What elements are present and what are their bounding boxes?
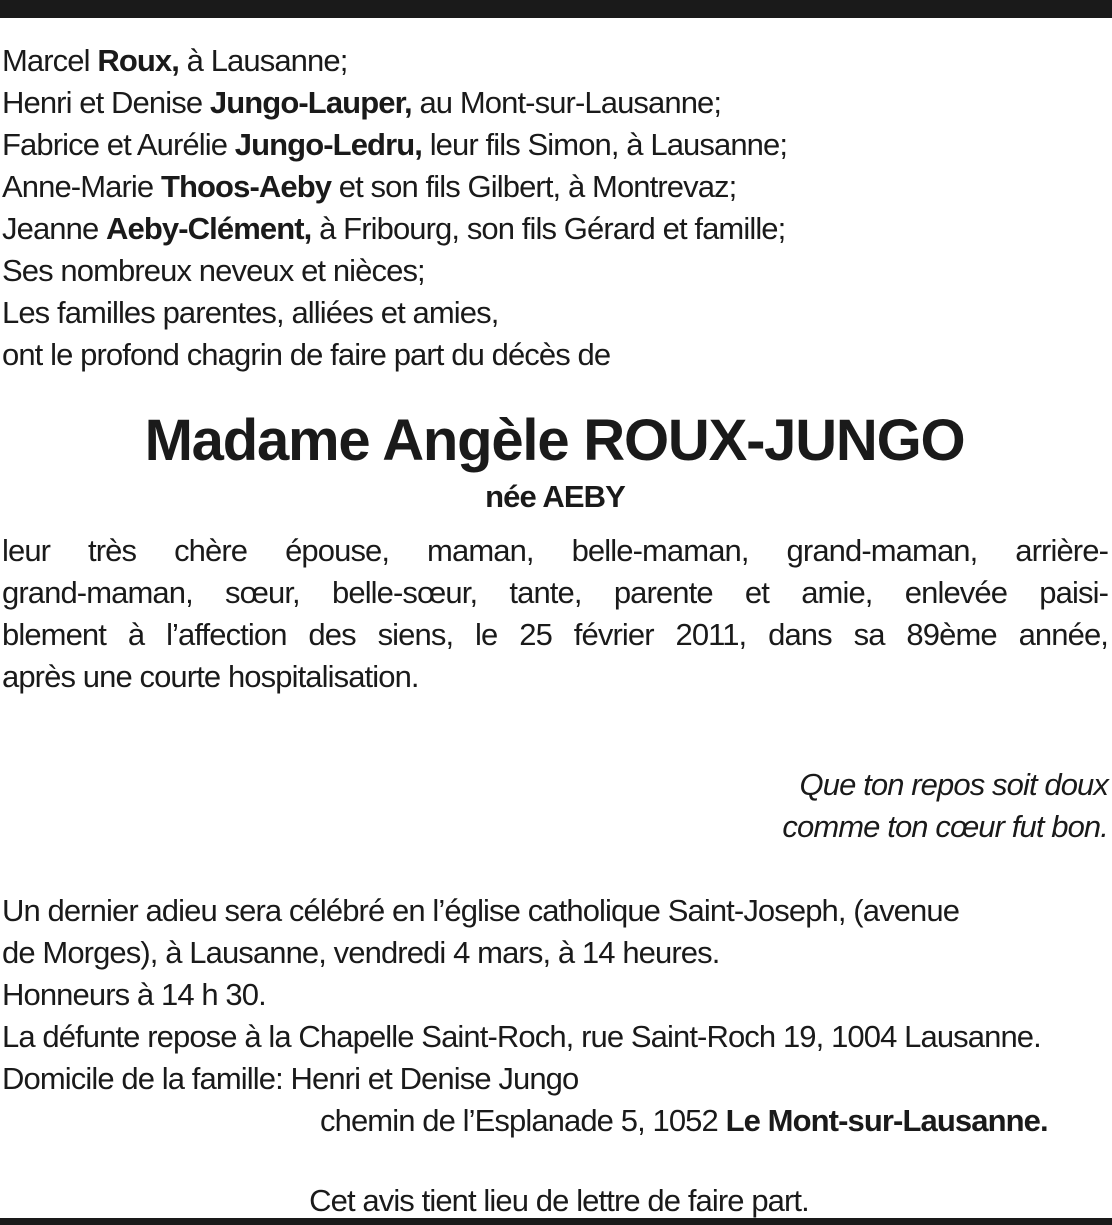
family-line-text: à Fribourg, son fils Gérard et famille;	[311, 211, 786, 246]
family-line	[2, 334, 1108, 376]
family-line-text: Henri et Denise	[2, 85, 210, 120]
family-line-name: Aeby-Clément,	[106, 211, 312, 246]
family-line-text: Fabrice et Aurélie	[2, 127, 235, 162]
family-line-text: Les familles parentes, alliées et amies,	[2, 295, 499, 330]
family-line-text: au Mont-sur-Lausanne;	[411, 85, 722, 120]
tribute-line: grand-maman, sœur, belle-sœur, tante, parente et amie, enlevée paisi-	[2, 575, 1108, 610]
quote-line: Que ton repos soit doux	[799, 767, 1108, 802]
bottom-rule	[0, 1218, 1112, 1225]
family-line-text: Anne-Marie	[2, 169, 161, 204]
maiden-name: née AEBY	[485, 479, 625, 514]
deceased-name: Madame Angèle ROUX-JUNGO	[144, 408, 965, 473]
tribute-paragraph	[2, 530, 1108, 698]
ceremony-line: Honneurs à 14 h 30.	[2, 977, 266, 1012]
family-line-name: Roux,	[97, 43, 179, 78]
family-line-text: ont le profond chagrin de faire part du décès de	[2, 337, 611, 372]
family-line-text: et son fils Gilbert, à Montrevaz;	[331, 169, 737, 204]
address-locality: Le Mont-sur-Lausanne.	[725, 1103, 1048, 1138]
quote-line: comme ton cœur fut bon.	[782, 809, 1108, 844]
family-line	[2, 40, 1108, 82]
address-line	[2, 1100, 1108, 1142]
family-line-name: Jungo-Ledru,	[234, 127, 422, 162]
family-line-text: Jeanne	[2, 211, 107, 246]
tribute-line: leur très chère épouse, maman, belle-maman, grand-maman, arrière-	[2, 533, 1108, 568]
family-line	[2, 124, 1108, 166]
family-line	[2, 166, 1108, 208]
ceremony-line: Un dernier adieu sera célébré en l’église catholique Saint-Joseph, (avenue	[2, 893, 960, 928]
epitaph-quote	[2, 764, 1108, 848]
family-line-text: leur fils Simon, à Lausanne;	[421, 127, 788, 162]
address-text: chemin de l’Esplanade 5, 1052	[320, 1103, 726, 1138]
tribute-line: blement à l’affection des siens, le 25 février 2011, dans sa 89ème année,	[2, 617, 1108, 652]
family-line-text: Ses nombreux neveux et nièces;	[2, 253, 425, 288]
family-line	[2, 208, 1108, 250]
obituary-notice	[2, 40, 1108, 1222]
closing-note: Cet avis tient lieu de lettre de faire part.	[309, 1183, 809, 1218]
family-line-name: Jungo-Lauper,	[209, 85, 412, 120]
ceremony-line: La défunte repose à la Chapelle Saint-Roch, rue Saint-Roch 19, 1004 Lausanne.	[2, 1019, 1041, 1054]
family-line-text: à Lausanne;	[178, 43, 348, 78]
top-rule	[0, 0, 1112, 18]
ceremony-details	[2, 890, 1108, 1142]
family-line	[2, 250, 1108, 292]
ceremony-line: Domicile de la famille: Henri et Denise Jungo	[2, 1061, 579, 1096]
family-line	[2, 82, 1108, 124]
family-line-name: Thoos-Aeby	[160, 169, 332, 204]
family-line	[2, 292, 1108, 334]
family-line-text: Marcel	[2, 43, 98, 78]
family-list	[2, 40, 1108, 376]
tribute-line: après une courte hospitalisation.	[2, 659, 419, 694]
ceremony-line: de Morges), à Lausanne, vendredi 4 mars, à 14 heures.	[2, 935, 720, 970]
